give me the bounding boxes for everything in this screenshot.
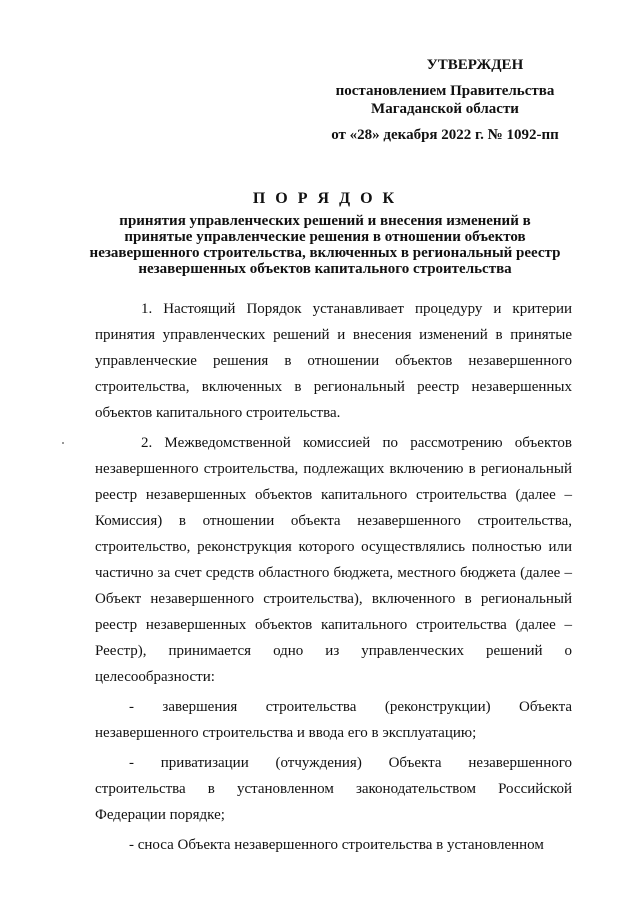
approval-line-1: постановлением Правительства: [335, 83, 555, 99]
margin-mark: [62, 442, 64, 444]
document-subtitle-line: незавершенных объектов капитального строительства: [138, 261, 512, 277]
paragraph-2: 2. Межведомственной комиссией по рассмотрению объектов незавершенного строительства, подлежащих включению в региональный реестр незавершенных объектов капитального строительства (далее – Комиссия) в отношении объекта незавершенного строительства, строительство, реконструкция которого осуществлялись полностью или частично за счет средств областного бюджета, местного бюджета (далее – Объект незавершенного строительства), включенного в региональный реестр незавершенных объектов капитального строительства (далее – Реестр), принимается одно из управленческих решений о целесообразности:: [95, 435, 572, 685]
document-heading: [60, 191, 590, 277]
document-subtitle-line: незавершенного строительства, включенных в региональный реестр: [89, 245, 561, 261]
list-item: - приватизации (отчуждения) Объекта незавершенного строительства в установленном законодательством Российской Федерации порядке;: [95, 755, 572, 823]
document-subtitle-line: принятые управленческие решения в отношении объектов: [124, 229, 526, 245]
approval-date: от «28» декабря 2022 г. № 1092-пп: [331, 127, 559, 143]
paragraph-1: 1. Настоящий Порядок устанавливает процедуру и критерии принятия управленческих решений и внесения изменений в принятые управленческие решения в отношении объектов незавершенного строительства, включенных в региональный реестр незавершенных объектов капитального строительства.: [95, 301, 572, 421]
document-body: [95, 296, 572, 858]
approval-stamp: [300, 56, 590, 144]
document-subtitle-line: принятия управленческих решений и внесения изменений в: [119, 213, 531, 229]
document-title: П О Р Я Д О К: [252, 190, 398, 207]
approval-line-2: Магаданской области: [371, 101, 519, 117]
list-item: - сноса Объекта незавершенного строительства в установленном: [129, 837, 544, 853]
approval-title: УТВЕРЖДЕН: [426, 57, 524, 73]
list-item: - завершения строительства (реконструкции) Объекта незавершенного строительства и ввода его в эксплуатацию;: [95, 699, 572, 741]
